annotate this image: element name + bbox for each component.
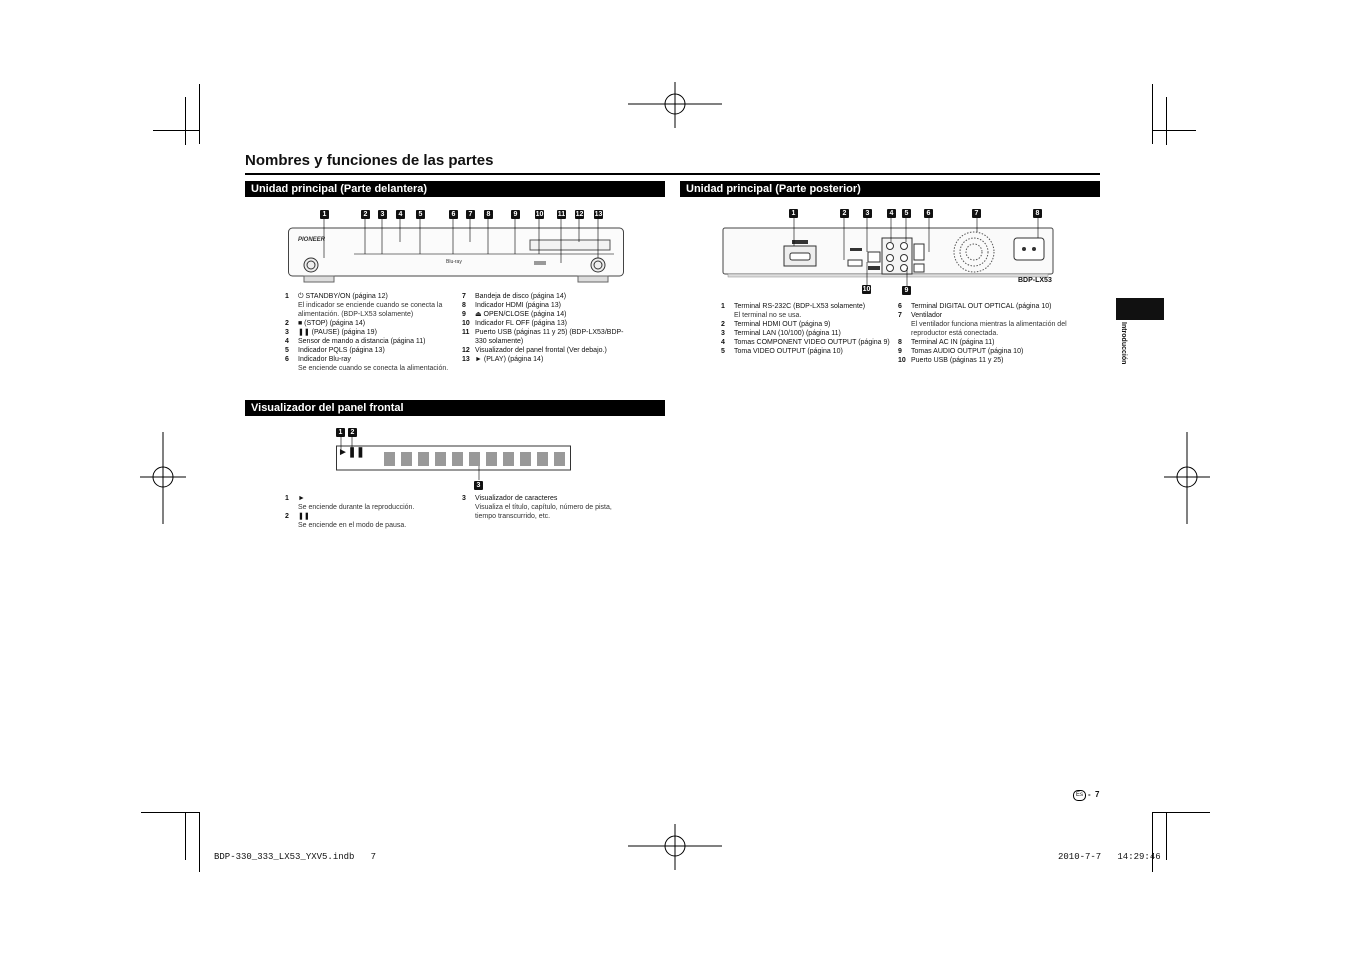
- display-list-right: [462, 494, 632, 521]
- list-item: 2 ❚❚ Se enciende en el modo de pausa.: [285, 513, 407, 529]
- callout-badge: 10: [535, 211, 544, 218]
- rear-list-right: [898, 302, 1073, 365]
- crop-mark: [185, 97, 186, 145]
- callout-badge: 5: [416, 210, 425, 219]
- callout-badge: 3: [863, 209, 872, 218]
- list-item: 5 Toma VIDEO OUTPUT (página 10): [721, 348, 843, 355]
- registration-target: [1164, 432, 1210, 524]
- list-item: 11 Puerto USB (páginas 11 y 25) (BDP-LX53/BDP-330 solamente): [462, 329, 624, 345]
- display-list-left: [285, 494, 450, 530]
- callout-badge: 6: [449, 210, 458, 219]
- crop-mark: [153, 130, 199, 131]
- callout-badge: 11: [557, 211, 566, 218]
- callout-badge: 4: [396, 210, 405, 219]
- list-item: 6 Terminal DIGITAL OUT OPTICAL (página 10): [898, 303, 1052, 310]
- rear-model-label: BDP-LX53: [1018, 277, 1052, 284]
- callout-badge: 1: [336, 428, 345, 437]
- callout-badge: 6: [924, 209, 933, 218]
- section-header-display: Visualizador del panel frontal: [245, 400, 665, 416]
- page-number: 7: [1095, 790, 1100, 799]
- callout-badge: 5: [902, 209, 911, 218]
- callout-badge: 9: [511, 210, 520, 219]
- list-item: 8 Terminal AC IN (página 11): [898, 339, 995, 346]
- front-display-illustration: [334, 436, 574, 480]
- rear-list-left: [721, 302, 891, 356]
- callout-badge: 10: [862, 286, 871, 293]
- callout-badge: 12: [575, 211, 584, 218]
- crop-mark: [141, 812, 199, 813]
- callout-badge: 3: [378, 210, 387, 219]
- callout-badge: 8: [1033, 209, 1042, 218]
- callout-badge: 2: [361, 210, 370, 219]
- rear-panel-illustration: [722, 218, 1056, 286]
- callout-badge: 1: [789, 209, 798, 218]
- callout-badge: 1: [320, 210, 329, 219]
- list-item: 1 ⏻ STANDBY/ON (página 12) El indicador se enciende cuando se conecta la alimentación. (BDP-LX53 solamente): [285, 293, 443, 318]
- list-item: 12 Visualizador del panel frontal (Ver debajo.): [462, 347, 607, 354]
- callout-badge: 2: [348, 428, 357, 437]
- callout-badge: 7: [466, 210, 475, 219]
- registration-target: [628, 82, 722, 128]
- list-item: 3 Visualizador de caracteres Visualiza el título, capítulo, número de pista, tiempo transcurrido, etc.: [462, 495, 612, 520]
- callout-badge: 2: [840, 209, 849, 218]
- list-item: 3 Terminal LAN (10/100) (página 11): [721, 330, 841, 337]
- list-item: 7 Ventilador El ventilador funciona mientras la alimentación del reproductor está conectada.: [898, 312, 1067, 337]
- language-badge: Es: [1073, 790, 1086, 801]
- crop-mark: [1152, 812, 1153, 872]
- crop-mark: [185, 812, 186, 860]
- callout-badge: 4: [887, 209, 896, 218]
- registration-target: [140, 432, 186, 524]
- list-item: 9 ⏏ OPEN/CLOSE (página 14): [462, 311, 567, 318]
- display-status-icons: ►❚❚: [338, 447, 365, 458]
- list-item: 2 Terminal HDMI OUT (página 9): [721, 321, 831, 328]
- front-list-right: [462, 292, 632, 364]
- footer-file-name: BDP-330_333_LX53_YXV5.indb 7: [214, 852, 377, 862]
- crop-mark: [1152, 84, 1153, 144]
- list-item: 13 ► (PLAY) (página 14): [462, 356, 544, 363]
- page-title: Nombres y funciones de las partes: [245, 152, 494, 169]
- crop-mark: [1152, 812, 1210, 813]
- list-item: 9 Tomas AUDIO OUTPUT (página 10): [898, 348, 1024, 355]
- callout-badge: 8: [484, 210, 493, 219]
- callout-badge: 13: [594, 211, 603, 218]
- list-item: 6 Indicador Blu-ray Se enciende cuando se conecta la alimentación.: [285, 356, 449, 372]
- svg-text:PIONEER: PIONEER: [298, 237, 326, 243]
- list-item: 8 Indicador HDMI (página 13): [462, 302, 561, 309]
- list-item: 2 ■ (STOP) (página 14): [285, 320, 366, 327]
- footer-timestamp: 2010-7-7 14:29:46: [1058, 852, 1161, 862]
- list-item: 4 Sensor de mando a distancia (página 11): [285, 338, 426, 345]
- crop-mark: [1166, 812, 1167, 860]
- crop-mark: [199, 812, 200, 872]
- page-number-separator: -: [1088, 790, 1091, 799]
- list-item: 1 ► Se enciende durante la reproducción.: [285, 495, 415, 511]
- section-header-rear: Unidad principal (Parte posterior): [680, 181, 1100, 197]
- svg-text:Blu-ray: Blu-ray: [446, 259, 462, 265]
- front-panel-illustration: [288, 218, 624, 284]
- front-list-left: [285, 292, 450, 373]
- crop-mark: [199, 84, 200, 144]
- list-item: 5 Indicador PQLS (página 13): [285, 347, 385, 354]
- section-header-front: Unidad principal (Parte delantera): [245, 181, 665, 197]
- callout-badge: 9: [902, 286, 911, 295]
- list-item: 1 Terminal RS-232C (BDP-LX53 solamente) El terminal no se usa.: [721, 303, 866, 319]
- list-item: 10 Puerto USB (páginas 11 y 25): [898, 357, 1004, 364]
- registration-target: [628, 824, 722, 870]
- list-item: 10 Indicador FL OFF (página 13): [462, 320, 567, 327]
- list-item: 4 Tomas COMPONENT VIDEO OUTPUT (página 9): [721, 339, 890, 346]
- callout-badge: 7: [972, 209, 981, 218]
- side-tab-marker: [1116, 298, 1164, 320]
- list-item: 3 ❚❚ (PAUSE) (página 19): [285, 329, 377, 336]
- list-item: 7 Bandeja de disco (página 14): [462, 293, 567, 300]
- side-tab-label: Introducción: [1120, 322, 1127, 365]
- crop-mark: [1152, 130, 1196, 131]
- crop-mark: [1166, 97, 1167, 145]
- title-rule: [245, 173, 1100, 175]
- callout-badge: 3: [474, 481, 483, 490]
